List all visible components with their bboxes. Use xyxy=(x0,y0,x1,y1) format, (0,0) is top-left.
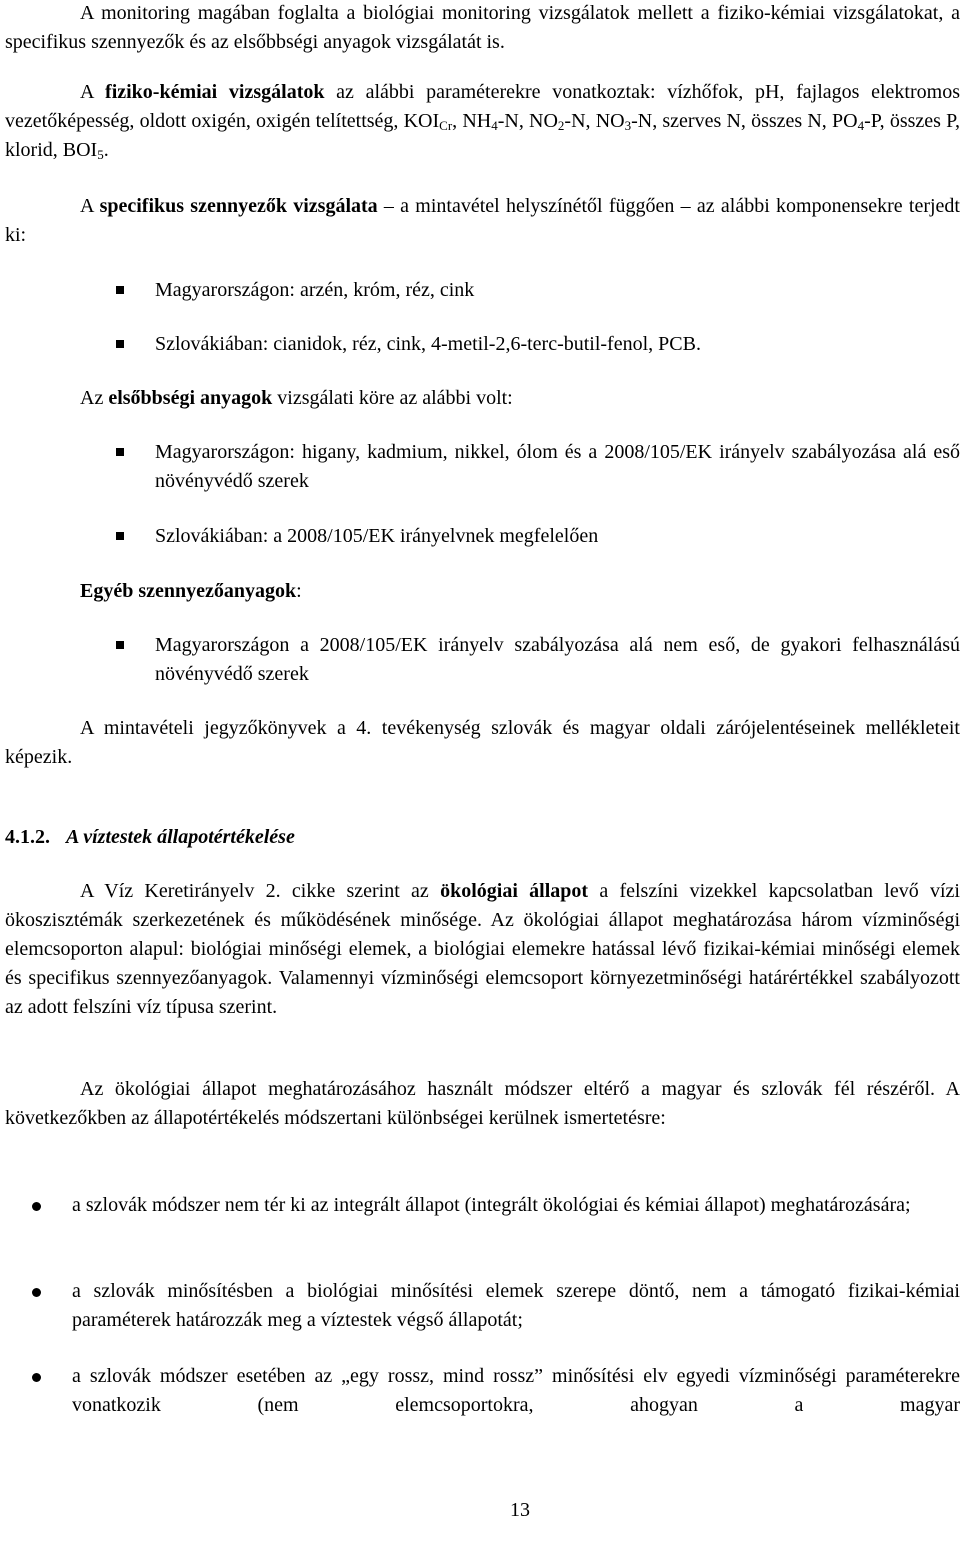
round-bullet-icon xyxy=(32,1373,41,1382)
list-item: Magyarországon a 2008/105/EK irányelv szabályozása alá nem eső, de gyakori felhasználású növényvédő szerek xyxy=(155,634,960,685)
round-bullet-icon xyxy=(32,1202,41,1211)
paragraph-other-pollutants: Egyéb szennyezőanyagok: xyxy=(80,580,302,602)
section-title: A víztestek állapotértékelése xyxy=(66,826,295,848)
paragraph-method-differences: Az ökológiai állapot meghatározásához használt módszer eltérő a magyar és szlovák fél részéről. A következőkben az állapotértékelés módszertani különbségei kerülnek ismertetésre: xyxy=(5,1078,960,1129)
square-bullet-icon xyxy=(116,641,124,649)
paragraph-priority-substances: Az elsőbbségi anyagok vizsgálati köre az alábbi volt: xyxy=(80,387,513,409)
list-item: Szlovákiában: a 2008/105/EK irányelvnek megfelelően xyxy=(155,525,599,547)
square-bullet-icon xyxy=(116,532,124,540)
page-number: 13 xyxy=(510,1499,530,1521)
bold-term: specifikus szennyezők vizsgálata xyxy=(99,195,378,217)
square-bullet-icon xyxy=(116,340,124,348)
list-item: Magyarországon: arzén, króm, réz, cink xyxy=(155,279,475,301)
bold-term: Egyéb szennyezőanyagok xyxy=(80,580,297,602)
list-item: a szlovák módszer nem tér ki az integrált állapot (integrált ökológiai és kémiai állapot) meghatározására; xyxy=(72,1194,911,1216)
paragraph-text: A monitoring magában foglalta a biológiai monitoring vizsgálatok mellett a fiziko-kémiai vizsgálatokat, a specifikus szennyezők és az elsőbbségi anyagok vizsgálatát is. xyxy=(5,2,960,53)
paragraph-monitoring-intro xyxy=(5,0,960,57)
section-number: 4.1.2. xyxy=(5,826,50,848)
list-item: Magyarországon: higany, kadmium, nikkel, ólom és a 2008/105/EK irányelv szabályozása alá eső növényvédő szerek xyxy=(155,441,960,492)
bold-term: fiziko-kémiai vizsgálatok xyxy=(105,81,325,103)
paragraph-ecological-status: A Víz Keretirányelv 2. cikke szerint az ökológiai állapot a felszíni vizekkel kapcsolatban levő vízi ökoszisztémák szerkezetének és működésének minősége. Az ökológiai állapot meghatározása három vízminőségi elemcsoporton alapul: biológiai minőségi elemek, a biológiai elemekre hatással lévő fizikai-kémiai minőségi elemek és specifikus szennyezőanyagok. Valamennyi vízminőségi elemcsoport környezetminőségi határértékkel szabályozott az adott felszíni víz típusa szerint. xyxy=(5,880,960,1018)
paragraph-physico-chemical: A fiziko-kémiai vizsgálatok az alábbi paraméterekre vonatkoztak: vízhőfok, pH, fajlagos elektromos vezetőképesség, oldott oxigén, oxigén telítettség, $KOI_{Cr}$, $NH_4-N$, $NO_2-N$, $NO_3-N$, szerves N, összes N, $PO_4-P$, összes P, klorid, $BOI_5$. xyxy=(5,81,960,162)
square-bullet-icon xyxy=(116,286,124,294)
list-item: a szlovák módszer esetében az „egy rossz, mind rossz” minősítési elv egyedi vízminőségi paraméterekre vonatkozik (nem elemcsoportokra, ahogyan a magyar xyxy=(72,1365,960,1416)
bold-term: ökológiai állapot xyxy=(440,880,589,902)
paragraph-sampling-records: A mintavételi jegyzőkönyvek a 4. tevékenység szlovák és magyar oldali zárójelentéseinek mellékleteit képezik. xyxy=(5,717,960,768)
square-bullet-icon xyxy=(116,448,124,456)
list-item: a szlovák minősítésben a biológiai minősítési elemek szerepe döntő, nem a támogató fizikai-kémiai paraméterek határozzák meg a víztestek végső állapotát; xyxy=(72,1280,960,1331)
section-heading xyxy=(5,823,295,852)
round-bullet-icon xyxy=(32,1288,41,1297)
list-item: Szlovákiában: cianidok, réz, cink, 4-metil-2,6-terc-butil-fenol, PCB. xyxy=(155,333,701,355)
paragraph-specific-pollutants: A specifikus szennyezők vizsgálata – a mintavétel helyszínétől függően – az alábbi komponensekre terjedt ki: xyxy=(5,195,960,246)
bold-term: elsőbbségi anyagok xyxy=(108,387,273,409)
